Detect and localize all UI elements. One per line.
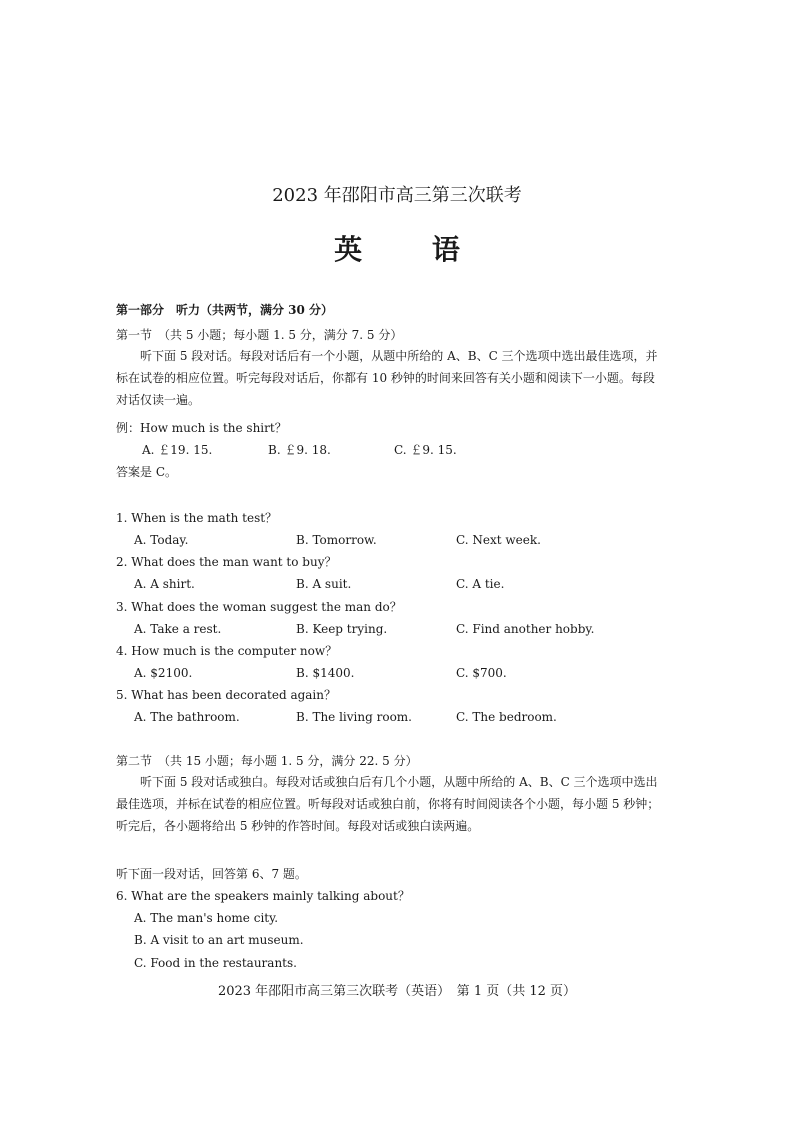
question-5: 5. What has been decorated again？: [116, 688, 336, 702]
q6-option-b: B. A visit to an art museum.: [134, 933, 304, 947]
page-footer: 2023 年邵阳市高三第三次联考（英语） 第 1 页（共 12 页）: [217, 984, 577, 999]
question-3: 3. What does the woman suggest the man do？: [116, 600, 402, 614]
q4-option-a: A. $2100.: [134, 666, 193, 680]
example-option-c: C. ￡9. 15.: [394, 443, 457, 457]
section2-instructions: 听下面 5 段对话或独白。每段对话或独白后有几个小题，从题中所给的 A、B、C 三个选项中选出最佳选项，并标在试卷的相应位置。听每段对话或独白前，你将有时间阅读各个小题，每小题 5 秒钟；听完后，各小题将给出 5 秒钟的作答时间。每段对话或独白读两遍。: [116, 775, 660, 833]
q5-option-c: C. The bedroom.: [456, 710, 557, 724]
q5-option-b: B. The living room.: [296, 710, 412, 724]
question-2: 2. What does the man want to buy？: [116, 555, 337, 569]
q4-option-b: B. $1400.: [296, 666, 355, 680]
q2-option-a: A. A shirt.: [134, 577, 195, 591]
q2-option-b: B. A suit.: [296, 577, 352, 591]
part1-heading: 第一部分 听力（共两节，满分 30 分）: [116, 303, 334, 317]
section1-instructions: 听下面 5 段对话。每段对话后有一个小题，从题中所给的 A、B、C 三个选项中选出最佳选项，并标在试卷的相应位置。听完每段对话后，你都有 10 秒钟的时间来回答有关小题和阅读下一小题。每段对话仅读一遍。: [116, 349, 658, 407]
q6-option-a: A. The man's home city.: [134, 911, 279, 925]
q3-option-a: A. Take a rest.: [134, 622, 222, 636]
q4-option-c: C. $700.: [456, 666, 507, 680]
exam-title: 2023 年邵阳市高三第三次联考: [272, 185, 522, 206]
q6-option-c: C. Food in the restaurants.: [134, 956, 297, 970]
q5-option-a: A. The bathroom.: [134, 710, 240, 724]
subject-title: 英 语: [334, 233, 490, 266]
example-answer: 答案是 C。: [116, 465, 177, 479]
section2-prompt: 听下面一段对话，回答第 6、7 题。: [116, 867, 307, 881]
question-1: 1. When is the math test？: [116, 511, 278, 525]
example-option-a: A. ￡19. 15.: [142, 443, 213, 457]
section1-heading: 第一节 （共 5 小题；每小题 1. 5 分，满分 7. 5 分）: [116, 328, 403, 342]
q3-option-c: C. Find another hobby.: [456, 622, 595, 636]
question-4: 4. How much is the computer now？: [116, 644, 338, 658]
section2-heading: 第二节 （共 15 小题；每小题 1. 5 分，满分 22. 5 分）: [116, 754, 418, 768]
q2-option-c: C. A tie.: [456, 577, 505, 591]
q3-option-b: B. Keep trying.: [296, 622, 388, 636]
q1-option-a: A. Today.: [134, 533, 189, 547]
question-6: 6. What are the speakers mainly talking about？: [116, 889, 410, 903]
example-question: 例：How much is the shirt？: [116, 421, 287, 435]
example-option-b: B. ￡9. 18.: [268, 443, 331, 457]
q1-option-c: C. Next week.: [456, 533, 541, 547]
q1-option-b: B. Tomorrow.: [296, 533, 377, 547]
